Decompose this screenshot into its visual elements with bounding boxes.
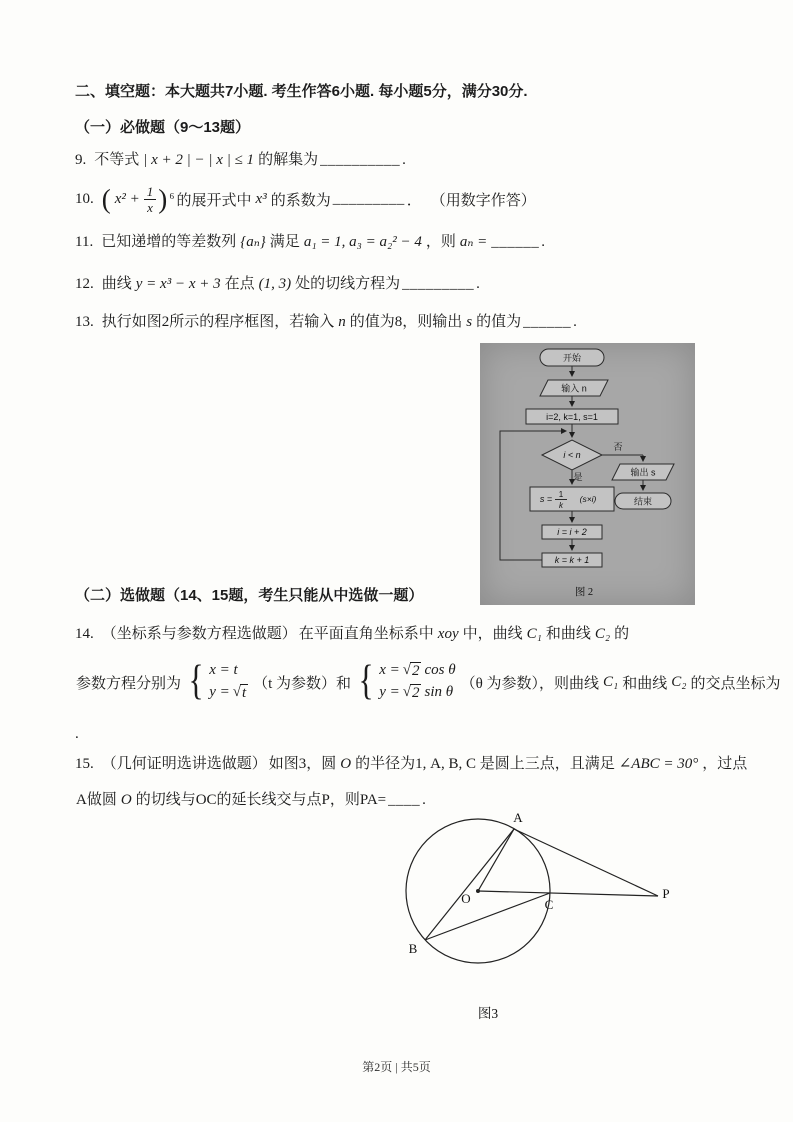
q14-sys1-row2: [209, 684, 248, 702]
q14-tail1: 的: [614, 626, 630, 642]
q14-sys2-row2-post: sin θ: [424, 684, 454, 700]
q14-xoy: xoy: [437, 626, 459, 642]
flow-no-label: 否: [613, 442, 623, 452]
question-14-line1: [75, 622, 630, 643]
q10-x-cubed: x³: [255, 190, 267, 207]
q12-number: 12.: [75, 276, 94, 292]
q15-circle-o2: O: [120, 792, 132, 808]
q10-note: （用数字作答）: [430, 192, 536, 209]
q9-pre: 不等式: [94, 152, 140, 168]
geometry-figure3: [388, 806, 688, 1026]
q10-fraction: [144, 185, 157, 214]
q14-number: 14.: [75, 626, 94, 642]
q12-pre: 曲线: [101, 276, 132, 292]
q15-line2-mid: 的切线与OC的延长线交与点P，则PA=: [135, 792, 387, 808]
flow-calc-post: (s×i): [579, 494, 597, 504]
q14-sys2-row1-radicand: 2: [411, 662, 420, 679]
q10-period: ．: [406, 192, 422, 209]
q11-mid1: 满足: [269, 234, 300, 250]
q15-line2-pre: A做圆: [76, 792, 117, 808]
q14-sys2-row2: [379, 684, 455, 702]
q13-var-n: n: [338, 314, 346, 330]
flow-calc-pre: s =: [539, 494, 553, 504]
q11-period: .: [541, 234, 546, 250]
question-10: [75, 180, 537, 218]
q11-answer-blank: ______: [491, 234, 540, 250]
q14-sys2-row2-pre: y =: [379, 684, 400, 700]
q14-mid1: 中，曲线: [462, 626, 523, 642]
q15-number: 15.: [75, 756, 94, 772]
q10-exponent: ⁶: [169, 190, 175, 207]
q14-sys2-row1-sqrt: [403, 662, 422, 680]
q10-close-paren: ): [158, 183, 168, 214]
q15-angle: ∠ABC = 30°: [618, 756, 699, 772]
radical-icon: √: [402, 684, 411, 700]
left-brace-icon: {: [358, 658, 374, 705]
left-brace-icon: {: [188, 658, 204, 705]
part1-heading: （一）必做题（9～13题）: [75, 119, 251, 136]
q9-answer-blank: __________: [320, 152, 401, 168]
q14-mid2: 和曲线: [545, 626, 591, 642]
question-15-line2: [75, 788, 427, 809]
q13-answer-blank: ______: [523, 314, 572, 330]
q15-mid1: 的半径为1, A, B, C 是圆上三点，且满足: [355, 756, 615, 772]
figure3-label-O: O: [461, 891, 471, 906]
q10-post: 的系数为: [270, 192, 331, 209]
q15-tag: （几何证明选讲选做题）: [101, 756, 267, 772]
figure3-label-A: A: [513, 810, 523, 825]
q9-math: | x + 2 | − | x | ≤ 1: [143, 152, 255, 168]
figure3-label-P: P: [662, 886, 670, 901]
q14-mid3: 和曲线: [622, 675, 668, 692]
q14-t-param: （t 为参数）和: [253, 675, 352, 692]
question-15-line1: [75, 752, 748, 773]
figure3-line-OP: [478, 891, 658, 896]
q14-system-2: [356, 658, 456, 705]
q14-sys1-row2-pre: y =: [209, 683, 230, 700]
flow-start-label: 开始: [562, 353, 582, 363]
flow-inc-k-label: k = k + 1: [554, 555, 590, 565]
q14-sys2-row1-pre: x =: [379, 661, 400, 678]
flow-output-label: 输出 s: [630, 467, 656, 478]
q14-period: .: [75, 726, 79, 742]
section-main-heading: 二、填空题：本大题共7小题. 考生作答6小题. 每小题5分，满分30分.: [75, 83, 528, 100]
q14-pre: 在平面直角坐标系中: [298, 626, 434, 642]
flow-yes-label: 是: [573, 472, 583, 482]
q14-sys2-row1: [379, 662, 455, 680]
question-14-line2: [75, 656, 782, 708]
part2-heading: （二）选做题（14、15题，考生只能从中选做一题）: [75, 587, 424, 604]
q11-pre: 已知递增的等差数列: [101, 234, 237, 250]
q14-sys1-row1: x = t: [209, 662, 238, 679]
q10-open-paren: (: [101, 183, 111, 214]
flow-calc-numerator: 1: [558, 490, 564, 499]
q14-sys2-row2-radicand: 2: [411, 685, 420, 701]
q10-number: 10.: [75, 190, 94, 207]
question-13: [75, 310, 578, 331]
q13-var-s: s: [466, 314, 473, 330]
q14-sys2-row1-post: cos θ: [424, 661, 456, 678]
q12-point: (1, 3): [258, 276, 292, 292]
q14-sys2-row2-sqrt: [403, 684, 422, 702]
q14-tail2: 的交点坐标为: [690, 675, 781, 692]
flow-condition-label: i < n: [563, 450, 581, 460]
question-11: [75, 230, 546, 251]
q10-mid: 的展开式中: [176, 192, 252, 209]
q12-mid: 在点: [224, 276, 255, 292]
q14-sys1-sqrt: [233, 684, 248, 702]
radical-icon: √: [232, 683, 241, 700]
page-footer: 第2页 | 共5页: [362, 1060, 431, 1074]
question-12: [75, 272, 481, 293]
figure3-label-B: B: [408, 941, 418, 956]
q14-c1b: C₁: [603, 673, 619, 690]
q9-post: 的解集为: [258, 152, 319, 168]
question-14-line3: [75, 726, 79, 743]
q10-answer-blank: _________: [332, 190, 405, 207]
q10-math-body: x² +: [114, 190, 140, 207]
flowchart-figure2: [480, 343, 695, 605]
q13-mid: 的值为8，则输出: [349, 314, 463, 330]
figure3-caption: 图3: [477, 1006, 499, 1021]
figure2-caption: 图 2: [574, 587, 594, 598]
flow-end-label: 结束: [633, 496, 653, 507]
q11-number: 11.: [75, 234, 94, 250]
q10-fraction-numerator: 1: [146, 183, 154, 199]
q15-answer-blank: ____: [388, 792, 421, 808]
q13-pre: 执行如图2所示的程序框图，若输入: [101, 314, 335, 330]
q14-theta-param: （θ 为参数），则曲线: [460, 675, 600, 692]
q12-answer-blank: _________: [402, 276, 475, 292]
q13-period: .: [573, 314, 577, 330]
q11-an-equals: aₙ =: [459, 234, 488, 250]
figure3-svg: [388, 806, 688, 1026]
q14-sys1-radicand: t: [241, 684, 247, 701]
q14-c1: C₁: [526, 626, 542, 642]
radical-icon: √: [402, 661, 411, 678]
q11-conditions: a₁ = 1, a₃ = a₂² − 4: [303, 234, 422, 250]
q14-c2: C₂: [594, 626, 611, 642]
q13-number: 13.: [75, 314, 94, 330]
q15-circle-o: O: [340, 756, 352, 772]
q12-curve-equation: y = x³ − x + 3: [135, 276, 221, 292]
q14-line2-pre: 参数方程分别为: [76, 675, 182, 692]
q11-sequence: {aₙ}: [240, 234, 266, 250]
figure3-line-AP: [514, 829, 658, 896]
q12-period: .: [476, 276, 480, 292]
flow-input-label: 输入 n: [561, 383, 587, 394]
q15-period: .: [422, 792, 426, 808]
flowchart-svg: [480, 343, 695, 605]
flow-calc-denominator: k: [559, 501, 563, 510]
flow-inc-i-label: i = i + 2: [557, 527, 587, 537]
figure3-center-dot: [476, 889, 480, 893]
q14-tag: （坐标系与参数方程选做题）: [101, 626, 297, 642]
question-9: [75, 148, 407, 169]
figure3-label-C: C: [544, 897, 554, 912]
q14-c2b: C₂: [671, 673, 687, 690]
flow-init-label: i=2, k=1, s=1: [546, 412, 598, 422]
q9-number: 9.: [75, 152, 87, 168]
figure3-line-OA: [478, 829, 514, 891]
q13-post: 的值为: [476, 314, 522, 330]
q14-system-1: [186, 658, 248, 705]
q12-post: 处的切线方程为: [295, 276, 401, 292]
q9-period: .: [402, 152, 406, 168]
q11-mid2: ，则: [425, 234, 456, 250]
q10-fraction-denominator: x: [144, 199, 156, 214]
q15-mid2: ，过点: [702, 756, 748, 772]
q15-pre: 如图3，圆: [268, 756, 337, 772]
